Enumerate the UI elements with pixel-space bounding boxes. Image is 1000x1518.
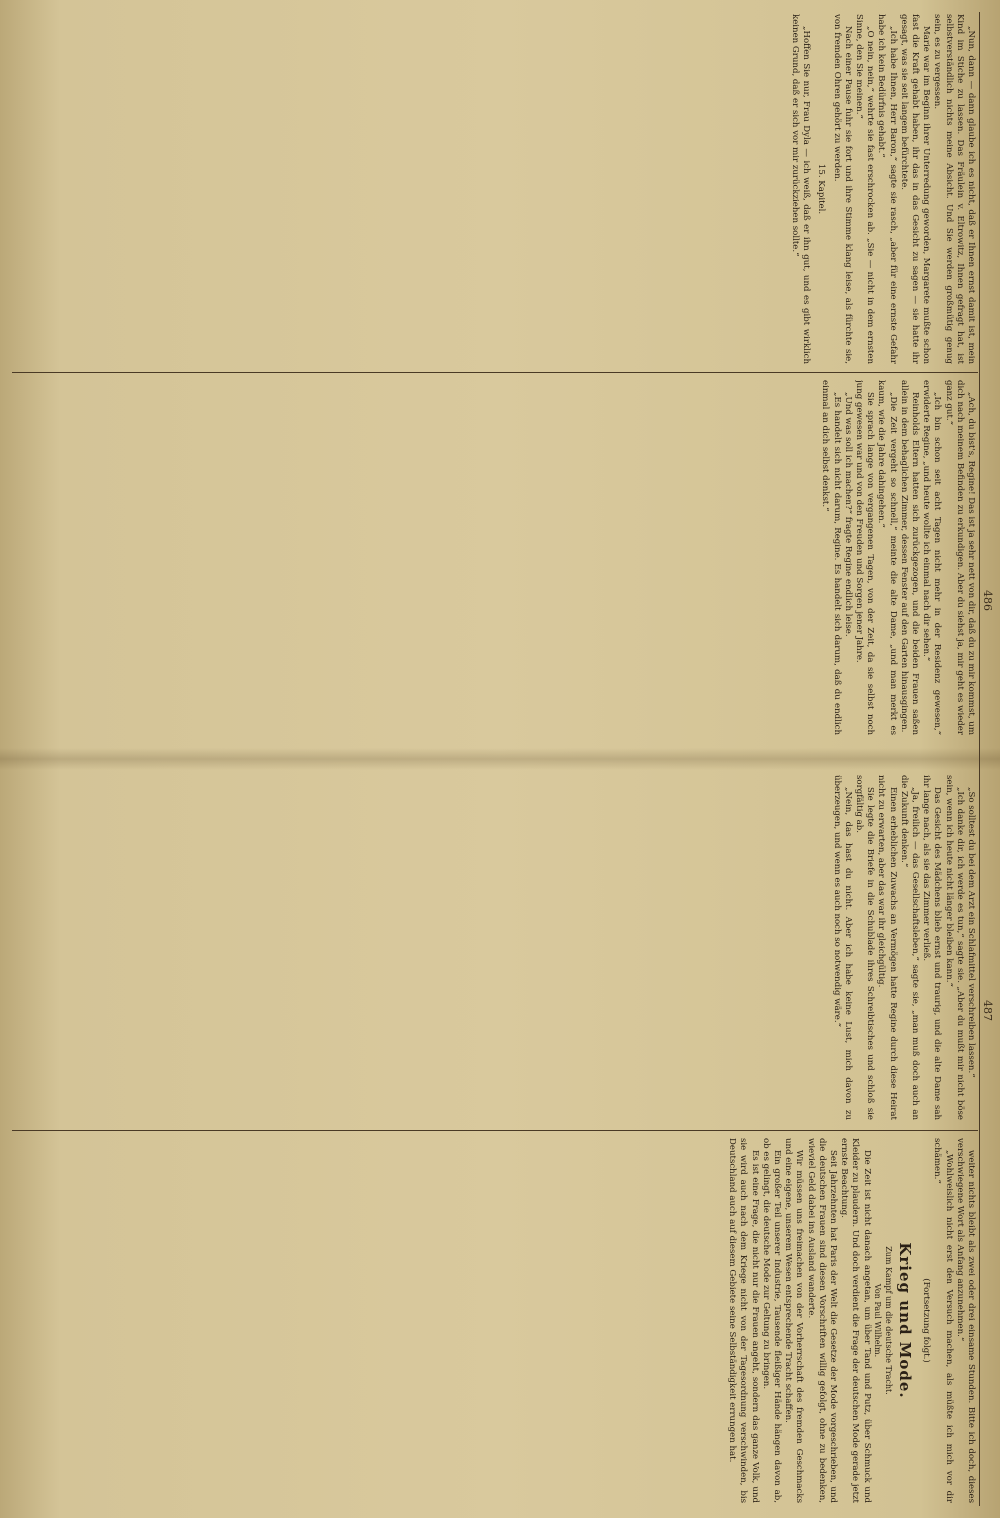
paragraph: Sie sprach lange von vergangenen Tagen, von der Zeit, da sie selbst noch jung gewesen war und von den Freuden und Sorgen jener Jahre. [853,380,876,735]
text-column-4 [14,1138,976,1503]
article-title: Krieg und Mode. [895,1242,914,1399]
paragraph: „So solltest du bei dem Arzt ein Schlafmittel verschreiben lassen.“ [966,787,976,1078]
column-rule [12,1130,978,1131]
paragraph: „Nun, dann — dann glaube ich es nicht, daß er Ihnen ernst damit ist, mein Kind im Stiche zu lassen. Das Fräulein v. Eltrowitz, Ihnen gefragt hat, ist selbstverständlich nichts meine Absicht. Und Sie werden großmütig genug sein, es zu vergessen. [932,14,976,364]
paragraph: „Und was soll ich machen?“ fragte Regine endlich leise. [842,392,853,637]
paragraph: „Ach, du bist's, Regine! Das ist ja sehr nett von dir, daß du zu mir kommst, um dich nach meinem Befinden zu erkundigen. Aber du siehst ja, mir geht es wieder ganz gut.“ [943,380,976,735]
paragraph: Einen erheblichen Zuwachs an Vermögen hatte Regine durch diese Heirat nicht zu erwarten, aber das war ihr gleichgültig. [876,775,898,1120]
paragraph: Das Gesicht des Mädchens blieb ernst und traurig, und die alte Dame sah ihr lange nach, als sie das Zimmer verließ. [921,775,943,1120]
paragraph: „Ich habe Ihnen, Herr Baron,“ sagte sie rasch, „aber für eine ernste Gefahr habe ich kein Bedürfnis gehabt.“ [876,14,898,364]
page-number-right: 487 [981,1000,994,1021]
paragraph: „Es handelt sich nicht darum, Regine. Es handelt sich darum, daß du endlich einmal an dich selbst denkst.“ [820,380,842,735]
column-rule [12,372,978,373]
paragraph: „Hoffen Sie nur, Frau Dyla — ich weiß, daß er ihn gut, und es gibt wirklich keinen Grund, daß er sich vor mir zurückziehen sollte.“ [789,14,812,364]
paragraph: „O nein, nein,“ wehrte sie fast erschrocken ab. „Sie — nicht in dem ernsten Sinne, den Sie meinen.“ [853,14,876,364]
paragraph: Sie legte die Briefe in die Schublade ihres Schreibtisches und schloß sie sorgfältig ab. [853,775,876,1120]
header-rule [979,12,980,1506]
chapter-heading: 15. Kapitel. [816,163,827,215]
paragraph: „Ich danke dir, ich werde es tun,“ sagte sie. „Aber du mußt mir nicht böse sein, wenn ich heute nicht länger bleiben kann.“ [943,775,965,1120]
page-number-left: 486 [981,590,994,611]
paragraph: Marie war im Beginn ihrer Unterredung geworden, Margarete mußte schon fast die Kraft gehabt haben, ihr das in das Gesicht zu sagen — sie hatte ihr gesagt, was sie seit langem befürchtete. [898,14,932,364]
paragraph: Seit Jahrzehnten hat Paris der Welt die Gesetze der Mode vorgeschrieben, und die deutschen Frauen sind diesen Vorschriften willig gefolgt, ohne zu bedenken, wieviel Geld dabei ins Ausland wanderte. [805,1138,838,1503]
continuation-note: (Fortsetzung folgt.) [921,1278,932,1363]
paragraph: Die Zeit ist nicht danach angetan, um über Tand und Putz, über Schmuck und Kleider zu plaudern. Und doch verdient die Frage der deutschen Mode gerade jetzt ernste Beachtung. [839,1138,872,1503]
paragraph: Wir müssen uns freimachen von der Vorherrschaft des fremden Geschmacks und eine eigene, unserem Wesen entsprechende Tracht schaffen. [783,1138,805,1503]
text-column-1 [14,14,976,364]
paragraph: Es ist eine Frage, die nicht nur die Frauen angeht, sondern das ganze Volk, und sie wird auch nach dem Kriege nicht von der Tagesordnung verschwinden, bis Deutschland auch auf diesem Gebiete seine Selbständigkeit errungen hat. [727,1138,760,1503]
text-column-2 [14,380,976,735]
text-column-3 [14,775,976,1120]
article-author: Von Paul Wilhelm. [872,1283,882,1358]
paragraph: Ein großer Teil unserer Industrie, Tausende fleißiger Hände hängen davon ab, ob es gelingt, die deutsche Mode zur Geltung zu bringen. [760,1138,782,1503]
paragraph: „Nein, das hast du nicht. Aber ich habe keine Lust, mich davon zu überzeugen, und wenn es auch noch so notwendig wäre.“ [831,775,853,1120]
paragraph: Reinholds Eltern hatten sich zurückgezogen, und die beiden Frauen saßen allein in dem behaglichen Zimmer, dessen Fenster auf den Garten hinausgingen. [898,380,920,735]
paragraph: weiter nichts bleibt als zwei oder drei einsame Stunden. Bitte ich doch, dieses verschwiegene Wort als Anfang anzunehmen.“ [954,1138,976,1503]
paragraph: „Ich bin schon seit acht Tagen nicht mehr in der Residenz gewesen,“ erwiderte Regine, „und heute wollte ich einmal nach dir sehen.“ [921,380,943,735]
paragraph: „Die Zeit vergeht so schnell,“ meinte die alte Dame, „und man merkt es kaum, wie die Jahre dahingehen.“ [876,380,898,735]
article-subtitle: Zum Kampf um die deutsche Tracht. [883,1246,893,1395]
paragraph: „Ja, freilich — das Gesellschaftsleben,“ sagte sie, „man muß doch auch an die Zukunft denken.“ [898,775,920,1120]
paragraph: Nach einer Pause fuhr sie fort und ihre Stimme klang leise, als fürchte sie, von fremden Ohren gehört zu werden. [831,14,853,364]
page-fold [0,748,1000,770]
paragraph: „Wohlweislich nicht erst den Versuch machen, als müßte ich mich vor dir schämen.“ [932,1138,954,1503]
